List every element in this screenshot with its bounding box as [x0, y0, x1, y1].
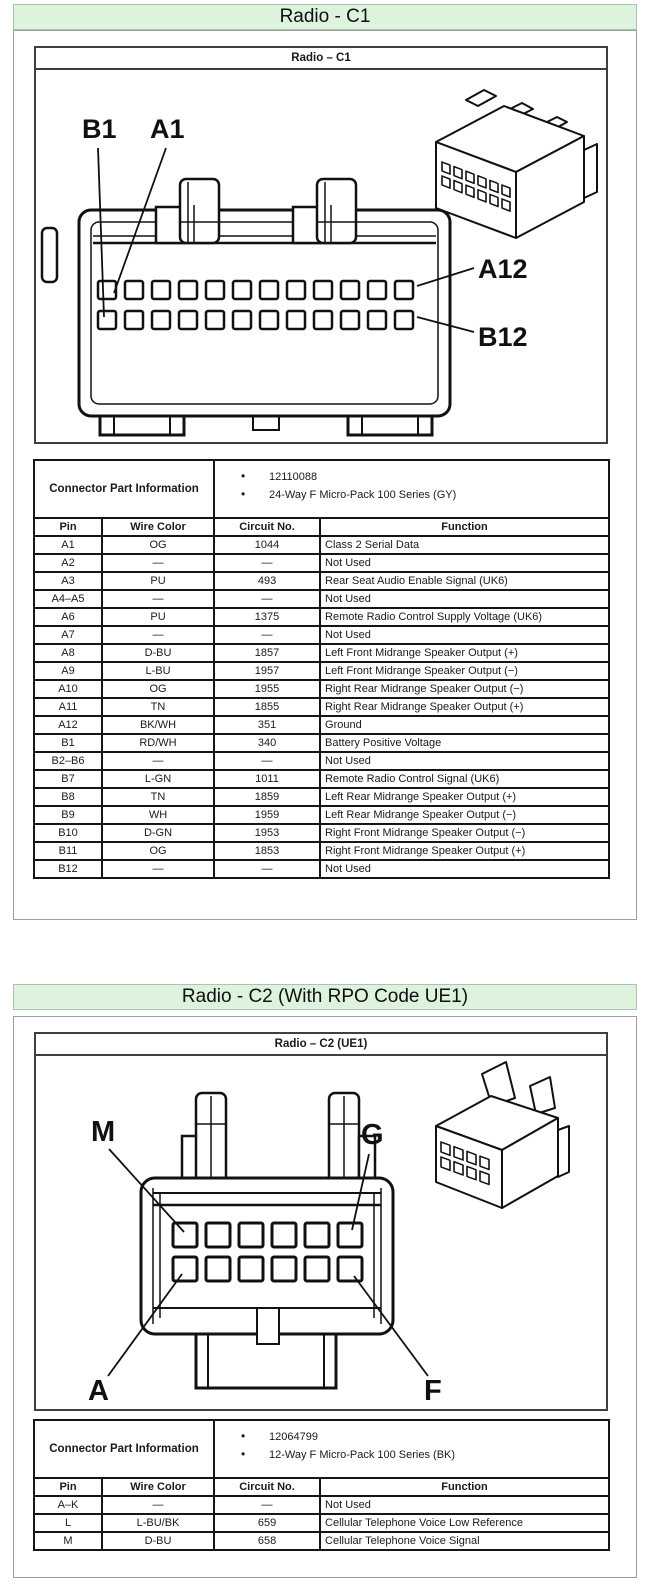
table-cell: 1855	[214, 698, 320, 716]
part-info-item	[241, 468, 604, 486]
part-info-list	[219, 468, 604, 504]
table-cell: B1	[34, 734, 102, 752]
table-cell: TN	[102, 698, 214, 716]
table-cell: Remote Radio Control Signal (UK6)	[320, 770, 609, 788]
table-cell: 1957	[214, 662, 320, 680]
table-cell: Cellular Telephone Voice Signal	[320, 1532, 609, 1550]
column-header: Circuit No.	[214, 518, 320, 536]
table-cell: 1955	[214, 680, 320, 698]
table-cell: OG	[102, 680, 214, 698]
table-row	[34, 608, 609, 626]
table-cell: —	[102, 590, 214, 608]
table-cell: Right Front Midrange Speaker Output (−)	[320, 824, 609, 842]
table-row	[34, 626, 609, 644]
table-row	[34, 806, 609, 824]
connector-pin	[341, 281, 359, 299]
table-row	[34, 842, 609, 860]
connector-pin	[125, 281, 143, 299]
table-cell: Left Front Midrange Speaker Output (−)	[320, 662, 609, 680]
connector-pin	[368, 281, 386, 299]
connector-pin	[287, 281, 305, 299]
table-cell: A2	[34, 554, 102, 572]
pin-label-a: A	[88, 1375, 109, 1407]
connector-pin	[179, 311, 197, 329]
table-cell: TN	[102, 788, 214, 806]
part-info-text: 12110088	[269, 471, 318, 483]
table-row	[34, 860, 609, 878]
table-row	[34, 1514, 609, 1532]
connector-pin	[152, 311, 170, 329]
pin-label-f: F	[424, 1375, 442, 1407]
section-body-c2	[13, 1016, 637, 1578]
table-cell: Ground	[320, 716, 609, 734]
table-cell: 493	[214, 572, 320, 590]
table-cell: D-GN	[102, 824, 214, 842]
table-cell: WH	[102, 806, 214, 824]
connector-top-tab	[182, 1093, 226, 1186]
column-header: Pin	[34, 1478, 102, 1496]
connector-pin	[98, 311, 116, 329]
table-row	[34, 752, 609, 770]
part-info-text: 12-Way F Micro-Pack 100 Series (BK)	[269, 1449, 456, 1461]
table-cell: A11	[34, 698, 102, 716]
connector-pin	[152, 281, 170, 299]
table-cell: D-BU	[102, 644, 214, 662]
table-row	[34, 536, 609, 554]
table-row	[34, 590, 609, 608]
table-cell: B7	[34, 770, 102, 788]
connector-pin	[338, 1223, 362, 1247]
connector-pin	[125, 311, 143, 329]
connector-pin	[305, 1223, 329, 1247]
table-cell: 1011	[214, 770, 320, 788]
table-cell: 351	[214, 716, 320, 734]
connector-pin	[272, 1257, 296, 1281]
table-cell: A8	[34, 644, 102, 662]
column-header-row	[34, 518, 609, 536]
connector-pin	[260, 281, 278, 299]
diagram-title: Radio – C2 (UE1)	[36, 1034, 606, 1056]
section-header-c1	[13, 4, 637, 30]
table-cell: B11	[34, 842, 102, 860]
table-cell: A12	[34, 716, 102, 734]
table-cell: —	[214, 554, 320, 572]
pin-label-g: G	[361, 1119, 384, 1151]
pin-label-m: M	[91, 1116, 116, 1148]
connector-pin	[233, 311, 251, 329]
table-cell: L-GN	[102, 770, 214, 788]
connector-top-clip	[293, 179, 356, 243]
section-body-c1	[13, 30, 637, 920]
table-cell: Not Used	[320, 626, 609, 644]
table-cell: Not Used	[320, 554, 609, 572]
table-row	[34, 770, 609, 788]
connector-3d-view-c2	[436, 1062, 569, 1208]
column-header: Circuit No.	[214, 1478, 320, 1496]
table-cell: B12	[34, 860, 102, 878]
table-row	[34, 644, 609, 662]
table-cell: B2–B6	[34, 752, 102, 770]
table-cell: OG	[102, 842, 214, 860]
pin-label-a12: A12	[478, 254, 528, 284]
connector-diagram-box-c1	[34, 46, 608, 444]
table-row	[34, 788, 609, 806]
connector-pin	[305, 1257, 329, 1281]
table-cell: 340	[214, 734, 320, 752]
table-cell: Not Used	[320, 860, 609, 878]
table-cell: B8	[34, 788, 102, 806]
connector-pin	[260, 311, 278, 329]
table-row	[34, 680, 609, 698]
table-cell: L-BU/BK	[102, 1514, 214, 1532]
table-cell: —	[214, 860, 320, 878]
table-row	[34, 662, 609, 680]
part-info-item	[241, 486, 604, 504]
connector-pin	[206, 281, 224, 299]
connector-pin	[272, 1223, 296, 1247]
connector-pin	[98, 281, 116, 299]
table-cell: PU	[102, 572, 214, 590]
table-cell: Not Used	[320, 590, 609, 608]
table-cell: B10	[34, 824, 102, 842]
connector-pin	[338, 1257, 362, 1281]
table-cell: Left Front Midrange Speaker Output (+)	[320, 644, 609, 662]
table-row	[34, 554, 609, 572]
pinout-table-c2	[33, 1419, 610, 1551]
table-cell: Class 2 Serial Data	[320, 536, 609, 554]
diagram-title: Radio – C1	[36, 48, 606, 70]
pinout-table-c1	[33, 459, 610, 879]
bullet-icon: •	[241, 1447, 246, 1461]
column-header: Wire Color	[102, 518, 214, 536]
table-row	[34, 716, 609, 734]
table-cell: Left Rear Midrange Speaker Output (+)	[320, 788, 609, 806]
table-row	[34, 1496, 609, 1514]
table-row	[34, 572, 609, 590]
table-cell: 659	[214, 1514, 320, 1532]
column-header-row	[34, 1478, 609, 1496]
table-cell: A6	[34, 608, 102, 626]
table-row	[34, 1532, 609, 1550]
connector-diagram-c2	[36, 1056, 606, 1407]
table-cell: B9	[34, 806, 102, 824]
section-title: Radio - C1	[279, 6, 371, 27]
bullet-icon: •	[241, 1429, 246, 1443]
table-cell: —	[102, 860, 214, 878]
table-cell: A–K	[34, 1496, 102, 1514]
connector-part-info-row	[34, 1420, 609, 1478]
part-info-label: Connector Part Information	[34, 460, 214, 518]
connector-side-clip	[42, 228, 57, 282]
table-cell: —	[214, 752, 320, 770]
column-header: Wire Color	[102, 1478, 214, 1496]
table-cell: Rear Seat Audio Enable Signal (UK6)	[320, 572, 609, 590]
column-header: Function	[320, 518, 609, 536]
part-info-label: Connector Part Information	[34, 1420, 214, 1478]
pinout-table-body	[34, 536, 609, 878]
table-cell: OG	[102, 536, 214, 554]
table-cell: A7	[34, 626, 102, 644]
bullet-icon: •	[241, 469, 246, 483]
table-cell: RD/WH	[102, 734, 214, 752]
table-cell: 1044	[214, 536, 320, 554]
table-cell: Right Rear Midrange Speaker Output (−)	[320, 680, 609, 698]
bullet-icon: •	[241, 487, 246, 501]
column-header: Pin	[34, 518, 102, 536]
table-cell: Right Front Midrange Speaker Output (+)	[320, 842, 609, 860]
table-cell: A9	[34, 662, 102, 680]
table-cell: BK/WH	[102, 716, 214, 734]
table-cell: 1859	[214, 788, 320, 806]
connector-pin	[341, 311, 359, 329]
connector-pin	[314, 281, 332, 299]
table-cell: 1857	[214, 644, 320, 662]
part-info-text: 12064799	[269, 1431, 318, 1443]
table-cell: —	[214, 1496, 320, 1514]
table-cell: —	[214, 590, 320, 608]
pinout-table-body	[34, 1496, 609, 1550]
table-cell: 658	[214, 1532, 320, 1550]
connector-part-info-row	[34, 460, 609, 518]
column-header: Function	[320, 1478, 609, 1496]
table-cell: A1	[34, 536, 102, 554]
connector-pin	[314, 311, 332, 329]
part-info-text: 24-Way F Micro-Pack 100 Series (GY)	[269, 489, 457, 501]
connector-pin	[395, 311, 413, 329]
connector-pin	[239, 1223, 263, 1247]
table-cell: Battery Positive Voltage	[320, 734, 609, 752]
part-info-values	[214, 460, 609, 518]
pin-label-b1: B1	[82, 114, 117, 144]
table-cell: A4–A5	[34, 590, 102, 608]
connector-3d-view-c1	[436, 90, 597, 238]
section-header-c2	[13, 984, 637, 1010]
table-cell: PU	[102, 608, 214, 626]
connector-bottom-notch	[257, 1308, 279, 1344]
table-cell: Not Used	[320, 1496, 609, 1514]
connector-diagram-box-c2	[34, 1032, 608, 1411]
table-row	[34, 824, 609, 842]
part-info-item	[241, 1428, 604, 1446]
table-cell: 1959	[214, 806, 320, 824]
table-cell: —	[102, 554, 214, 572]
table-cell: Right Rear Midrange Speaker Output (+)	[320, 698, 609, 716]
table-cell: Left Rear Midrange Speaker Output (−)	[320, 806, 609, 824]
table-cell: A3	[34, 572, 102, 590]
section-title: Radio - C2 (With RPO Code UE1)	[181, 986, 469, 1007]
table-cell: 1375	[214, 608, 320, 626]
part-info-list	[219, 1428, 604, 1464]
table-cell: —	[102, 626, 214, 644]
connector-pin	[179, 281, 197, 299]
table-cell: Not Used	[320, 752, 609, 770]
part-info-item	[241, 1446, 604, 1464]
table-cell: Cellular Telephone Voice Low Reference	[320, 1514, 609, 1532]
connector-pin	[287, 311, 305, 329]
connector-pin	[206, 1257, 230, 1281]
connector-pin	[173, 1223, 197, 1247]
table-cell: Remote Radio Control Supply Voltage (UK6)	[320, 608, 609, 626]
table-row	[34, 698, 609, 716]
connector-pin	[206, 1223, 230, 1247]
connector-pin	[233, 281, 251, 299]
table-row	[34, 734, 609, 752]
table-cell: A10	[34, 680, 102, 698]
pin-label-b12: B12	[478, 322, 528, 352]
table-cell: 1853	[214, 842, 320, 860]
table-cell: —	[102, 752, 214, 770]
table-cell: 1953	[214, 824, 320, 842]
table-cell: D-BU	[102, 1532, 214, 1550]
table-cell: L	[34, 1514, 102, 1532]
part-info-values	[214, 1420, 609, 1478]
table-cell: L-BU	[102, 662, 214, 680]
connector-diagram-c1	[36, 70, 606, 440]
connector-pin	[173, 1257, 197, 1281]
connector-pin	[368, 311, 386, 329]
table-cell: —	[214, 626, 320, 644]
connector-pin	[206, 311, 224, 329]
connector-top-clip	[156, 179, 219, 243]
pin-label-a1: A1	[150, 114, 185, 144]
table-cell: —	[102, 1496, 214, 1514]
table-cell: M	[34, 1532, 102, 1550]
connector-pin	[395, 281, 413, 299]
connector-pin	[239, 1257, 263, 1281]
